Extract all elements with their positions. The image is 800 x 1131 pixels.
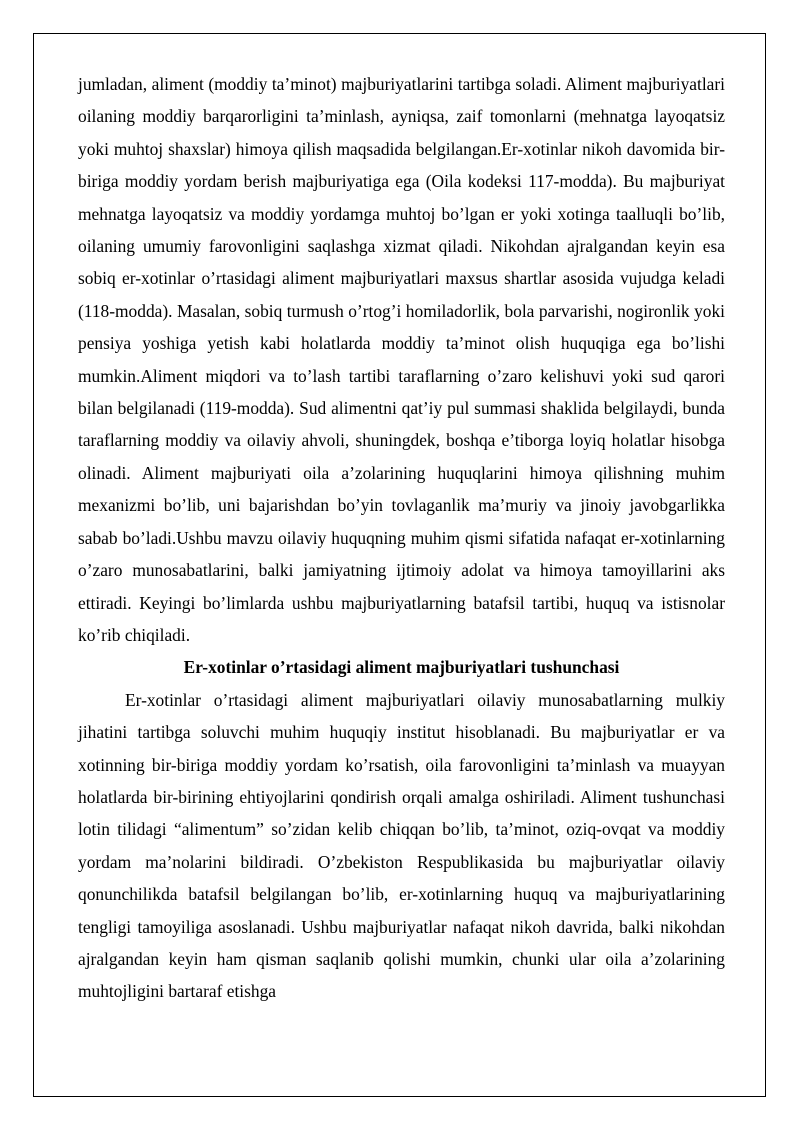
paragraph-aliment-concept: Er-xotinlar o’rtasidagi aliment majburiyatlari oilaviy munosabatlarning mulkiy jihatini tartibga soluvchi muhim huquqiy institut hisoblanadi. Bu majburiyatlar er va xotinning bir-biriga moddiy yordam ko’rsatish, oila farovonligini ta’minlash va muayyan holatlarda bir-birining ehtiyojlarini qondirish orqali amalga oshiriladi. Aliment tushunchasi lotin tilidagi “alimentum” so’zidan kelib chiqqan bo’lib, ta’minot, oziq-ovqat va moddiy yordam ma’nolarini bildiradi. O’zbekiston Respublikasida bu majburiyatlar oilaviy qonunchilikda batafsil belgilangan bo’lib, er-xotinlarning huquq va majburiyatlarining tengligi tamoyiliga asoslanadi. Ushbu majburiyatlar nafaqat nikoh davrida, balki nikohdan ajralgandan keyin ham qisman saqlanib qolishi mumkin, chunki ular oila a’zolarining muhtojligini bartaraf etishga [78, 689, 725, 1002]
section-heading: Er-xotinlar o’rtasidagi aliment majburiyatlari tushunchasi [183, 657, 620, 678]
document-body [78, 68, 725, 1008]
paragraph-aliment-overview: jumladan, aliment (moddiy ta’minot) majburiyatlarini tartibga soladi. Aliment majburiyatlari oilaning moddiy barqarorligini ta’minlash, ayniqsa, zaif tomonlarni (mehnatga layoqatsiz yoki muhtoj shaxslar) himoya qilish maqsadida belgilangan.Er-xotinlar nikoh davomida bir-biriga moddiy yordam berish majburiyatiga ega (Oila kodeksi 117-modda). Bu majburiyat mehnatga layoqatsiz va moddiy yordamga muhtoj bo’lgan er yoki xotinga taalluqli bo’lib, oilaning umumiy farovonligini saqlashga xizmat qiladi. Nikohdan ajralgandan keyin esa sobiq er-xotinlar o’rtasidagi aliment majburiyatlari maxsus shartlar asosida vujudga keladi (118-modda). Masalan, sobiq turmush o’rtog’i homiladorlik, bola parvarishi, nogironlik yoki pensiya yoshiga yetish kabi holatlarda moddiy ta’minot olish huquqiga ega bo’lishi mumkin.Aliment miqdori va to’lash tartibi taraflarning o’zaro kelishuvi yoki sud qarori bilan belgilanadi (119-modda). Sud alimentni qat’iy pul summasi shaklida belgilaydi, bunda taraflarning moddiy va oilaviy ahvoli, shuningdek, boshqa e’tiborga loyiq holatlar hisobga olinadi. Aliment majburiyati oila a’zolarining huquqlarini himoya qilishning muhim mexanizmi bo’lib, uni bajarishdan bo’yin tovlaganlik ma’muriy va jinoiy javobgarlikka sabab bo’ladi.Ushbu mavzu oilaviy huquqning muhim qismi sifatida nafaqat er-xotinlarning o’zaro munosabatlarini, balki jamiyatning ijtimoiy adolat va himoya tamoyillarini aks ettiradi. Keyingi bo’limlarda ushbu majburiyatlarning batafsil tartibi, huquq va istisnolar ko’rib chiqiladi. [78, 74, 725, 645]
